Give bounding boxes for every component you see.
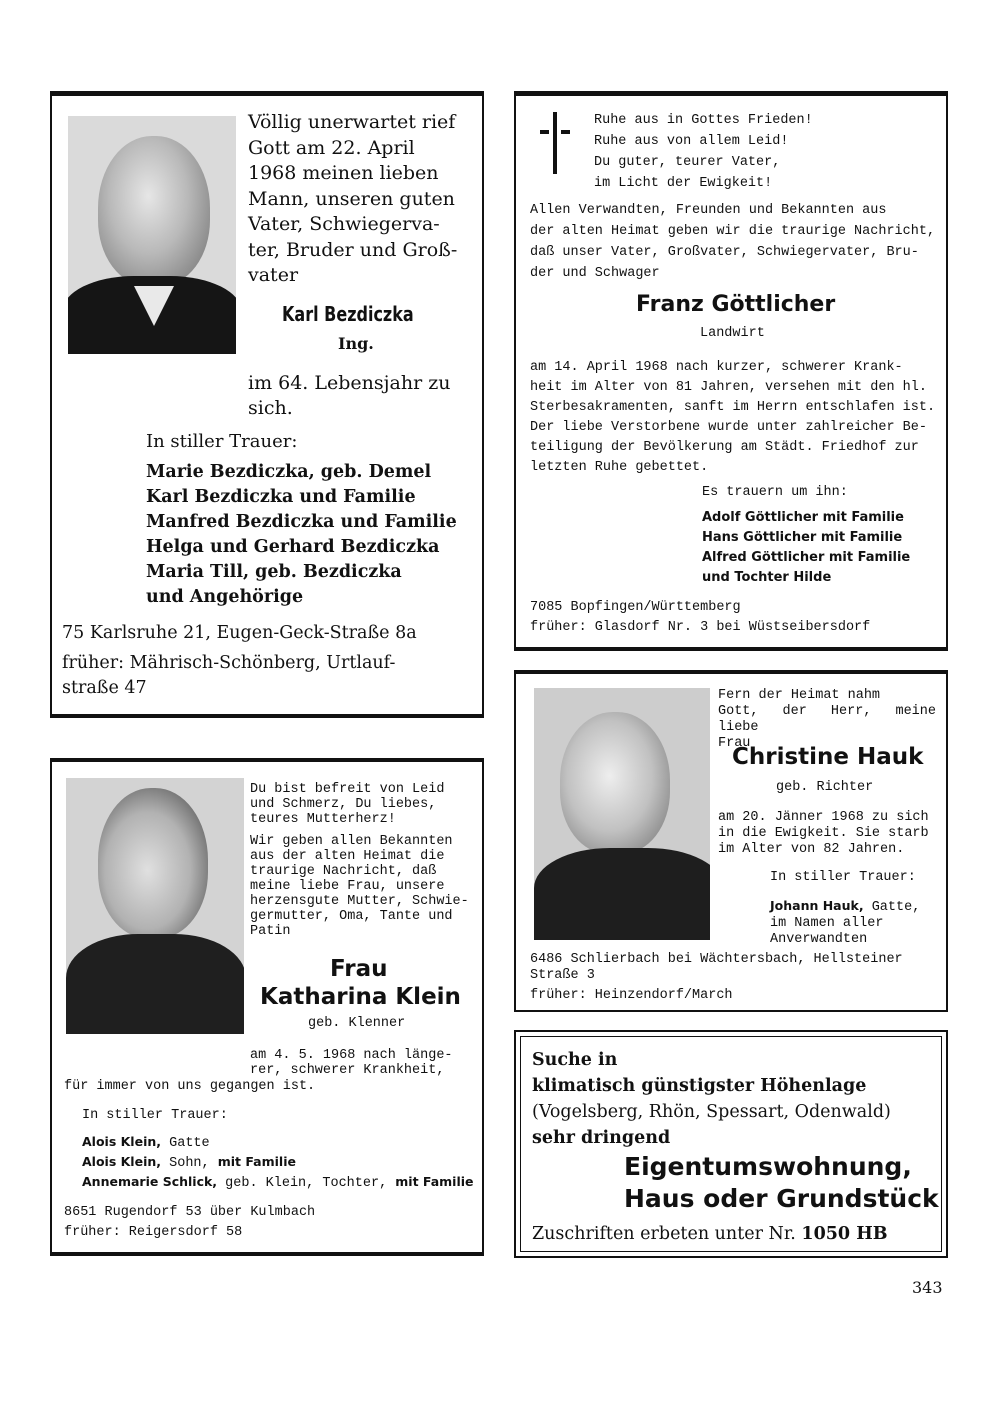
- date-text-continued: für immer von uns gegangen ist.: [64, 1079, 316, 1094]
- ad-line-4: sehr dringend: [532, 1128, 671, 1148]
- verse-text: Ruhe aus in Gottes Frieden! Ruhe aus von allem Leid! Du guter, teurer Vater, im Licht der Ewigkeit!: [594, 113, 813, 191]
- former-address: früher: Heinzendorf/March: [530, 988, 733, 1003]
- deceased-name: Karl Bezdiczka: [282, 302, 414, 326]
- mourner-0-name: Alois Klein,: [82, 1134, 162, 1149]
- mourner-2: [82, 1174, 474, 1191]
- mourner-1-tail: mit Familie: [217, 1154, 296, 1169]
- intro-text: Völlig unerwartet rief Gott am 22. April 1968 meinen lieben Mann, unseren guten Vater, Schwiegerva- ter, Bruder und Groß- vater: [248, 111, 458, 286]
- mourner-1: Karl Bezdiczka und Familie: [146, 487, 416, 507]
- mourner-1-name: Alois Klein,: [82, 1154, 162, 1169]
- mourner-name: Johann Hauk,: [770, 898, 864, 913]
- maiden-name: geb. Richter: [776, 780, 874, 795]
- mourner-rest: Gatte, im Namen aller Anverwandten: [770, 900, 921, 947]
- portrait-photo-woman: [66, 778, 244, 1034]
- classified-ad: [514, 1030, 948, 1258]
- mourner-1: Hans Göttlicher mit Familie: [702, 530, 903, 545]
- deceased-name: Franz Göttlicher: [636, 292, 836, 317]
- obituary-franz-goettlicher: [514, 91, 948, 651]
- mourner-3: Helga und Gerhard Bezdiczka: [146, 537, 440, 557]
- name-prefix: Frau: [330, 956, 388, 982]
- details-text: Wir geben allen Bekannten aus der alten Heimat die traurige Nachricht, daß meine liebe Frau, unsere herzensgute Mutter, Schwie- germutter, Oma, Tante und Patin: [250, 834, 469, 939]
- maiden-name: geb. Klenner: [308, 1016, 406, 1031]
- ad-headline-1: Eigentumswohnung,: [624, 1152, 912, 1181]
- portrait-photo-woman: [534, 688, 710, 940]
- mourner-2-rest: geb. Klein, Tochter,: [217, 1176, 396, 1191]
- address: 8651 Rugendorf 53 über Kulmbach: [64, 1205, 316, 1220]
- portrait-photo-man: [68, 116, 236, 354]
- page-number: 343: [912, 1278, 943, 1297]
- mourning-label: In stiller Trauer:: [770, 870, 916, 885]
- date-text: am 4. 5. 1968 nach länge- rer, schwerer Krankheit,: [250, 1048, 453, 1078]
- obituary-katharina-klein: [50, 758, 484, 1256]
- mourner-0: [82, 1134, 210, 1151]
- obituary-karl-bezdiczka: [50, 91, 484, 718]
- details-text: am 20. Jänner 1968 zu sich in die Ewigkeit. Sie starb im Alter von 82 Jahren.: [718, 810, 929, 857]
- age-text: im 64. Lebensjahr zu sich.: [248, 372, 451, 419]
- mourner-3: und Tochter Hilde: [702, 570, 832, 585]
- mourning-label: In stiller Trauer:: [82, 1108, 228, 1123]
- deceased-name: Christine Hauk: [732, 744, 924, 770]
- address: 75 Karlsruhe 21, Eugen-Geck-Straße 8a: [62, 623, 417, 643]
- ad-contact-prefix: Zuschriften erbeten unter Nr.: [532, 1224, 802, 1244]
- ad-line-2: klimatisch günstigster Höhenlage: [532, 1076, 867, 1096]
- mourner-1-rest: Sohn,: [161, 1156, 218, 1171]
- intro-text: Fern der Heimat nahm Gott, der Herr, meine liebe Frau: [718, 688, 936, 751]
- former-address: früher: Mährisch-Schönberg, Urtlauf- straße 47: [62, 653, 396, 698]
- address: 6486 Schlierbach bei Wächtersbach, Hellsteiner Straße 3: [530, 952, 903, 983]
- occupation: Landwirt: [700, 326, 765, 341]
- obituary-christine-hauk: [514, 670, 948, 1012]
- mourner-0: Marie Bezdiczka, geb. Demel: [146, 462, 432, 482]
- details-text: am 14. April 1968 nach kurzer, schwerer Krank- heit im Alter von 81 Jahren, versehen mit den hl. Sterbesakramenten, sanft im Herrn entschlafen ist. Der liebe Verstorbene wurde unter zahlreicher Be- teiligung der Bevölkerung am Städt. Friedhof zur letzten Ruhe gebettet.: [530, 360, 936, 475]
- mourning-label: In stiller Trauer:: [146, 431, 298, 452]
- mourner-1: [82, 1154, 296, 1171]
- address: 7085 Bopfingen/Württemberg: [530, 600, 741, 615]
- mourner-2: Alfred Göttlicher mit Familie: [702, 550, 911, 565]
- mourner-2-tail: mit Familie: [395, 1174, 474, 1189]
- ad-line-3: (Vogelsberg, Rhön, Spessart, Odenwald): [532, 1102, 891, 1122]
- deceased-name: Katharina Klein: [260, 984, 461, 1010]
- mourner-0-rest: Gatte: [161, 1136, 210, 1151]
- mourner-2: Manfred Bezdiczka und Familie: [146, 512, 457, 532]
- deceased-title: Ing.: [338, 334, 374, 353]
- mourner-2-name: Annemarie Schlick,: [82, 1174, 218, 1189]
- former-address: früher: Glasdorf Nr. 3 bei Wüstseibersdorf: [530, 620, 871, 635]
- ad-contact: [532, 1224, 888, 1244]
- ad-line-1: Suche in: [532, 1050, 618, 1070]
- intro-text: Du bist befreit von Leid und Schmerz, Du liebes, teures Mutterherz!: [250, 782, 445, 827]
- ad-headline-2: Haus oder Grundstück: [624, 1184, 939, 1213]
- former-address: früher: Reigersdorf 58: [64, 1225, 243, 1240]
- cross-icon: [540, 112, 570, 174]
- mourning-label: Es trauern um ihn:: [702, 485, 848, 500]
- mourner-0: Adolf Göttlicher mit Familie: [702, 510, 904, 525]
- mourner-4: Maria Till, geb. Bezdiczka: [146, 562, 402, 582]
- mourner-5: und Angehörige: [146, 587, 304, 607]
- mourner-text: [770, 898, 940, 948]
- intro-text: Allen Verwandten, Freunden und Bekannten aus der alten Heimat geben wir die traurige Nachricht, daß unser Vater, Großvater, Schwiegervater, Bru- der und Schwager: [530, 203, 936, 281]
- ad-contact-number: 1050 HB: [801, 1224, 888, 1244]
